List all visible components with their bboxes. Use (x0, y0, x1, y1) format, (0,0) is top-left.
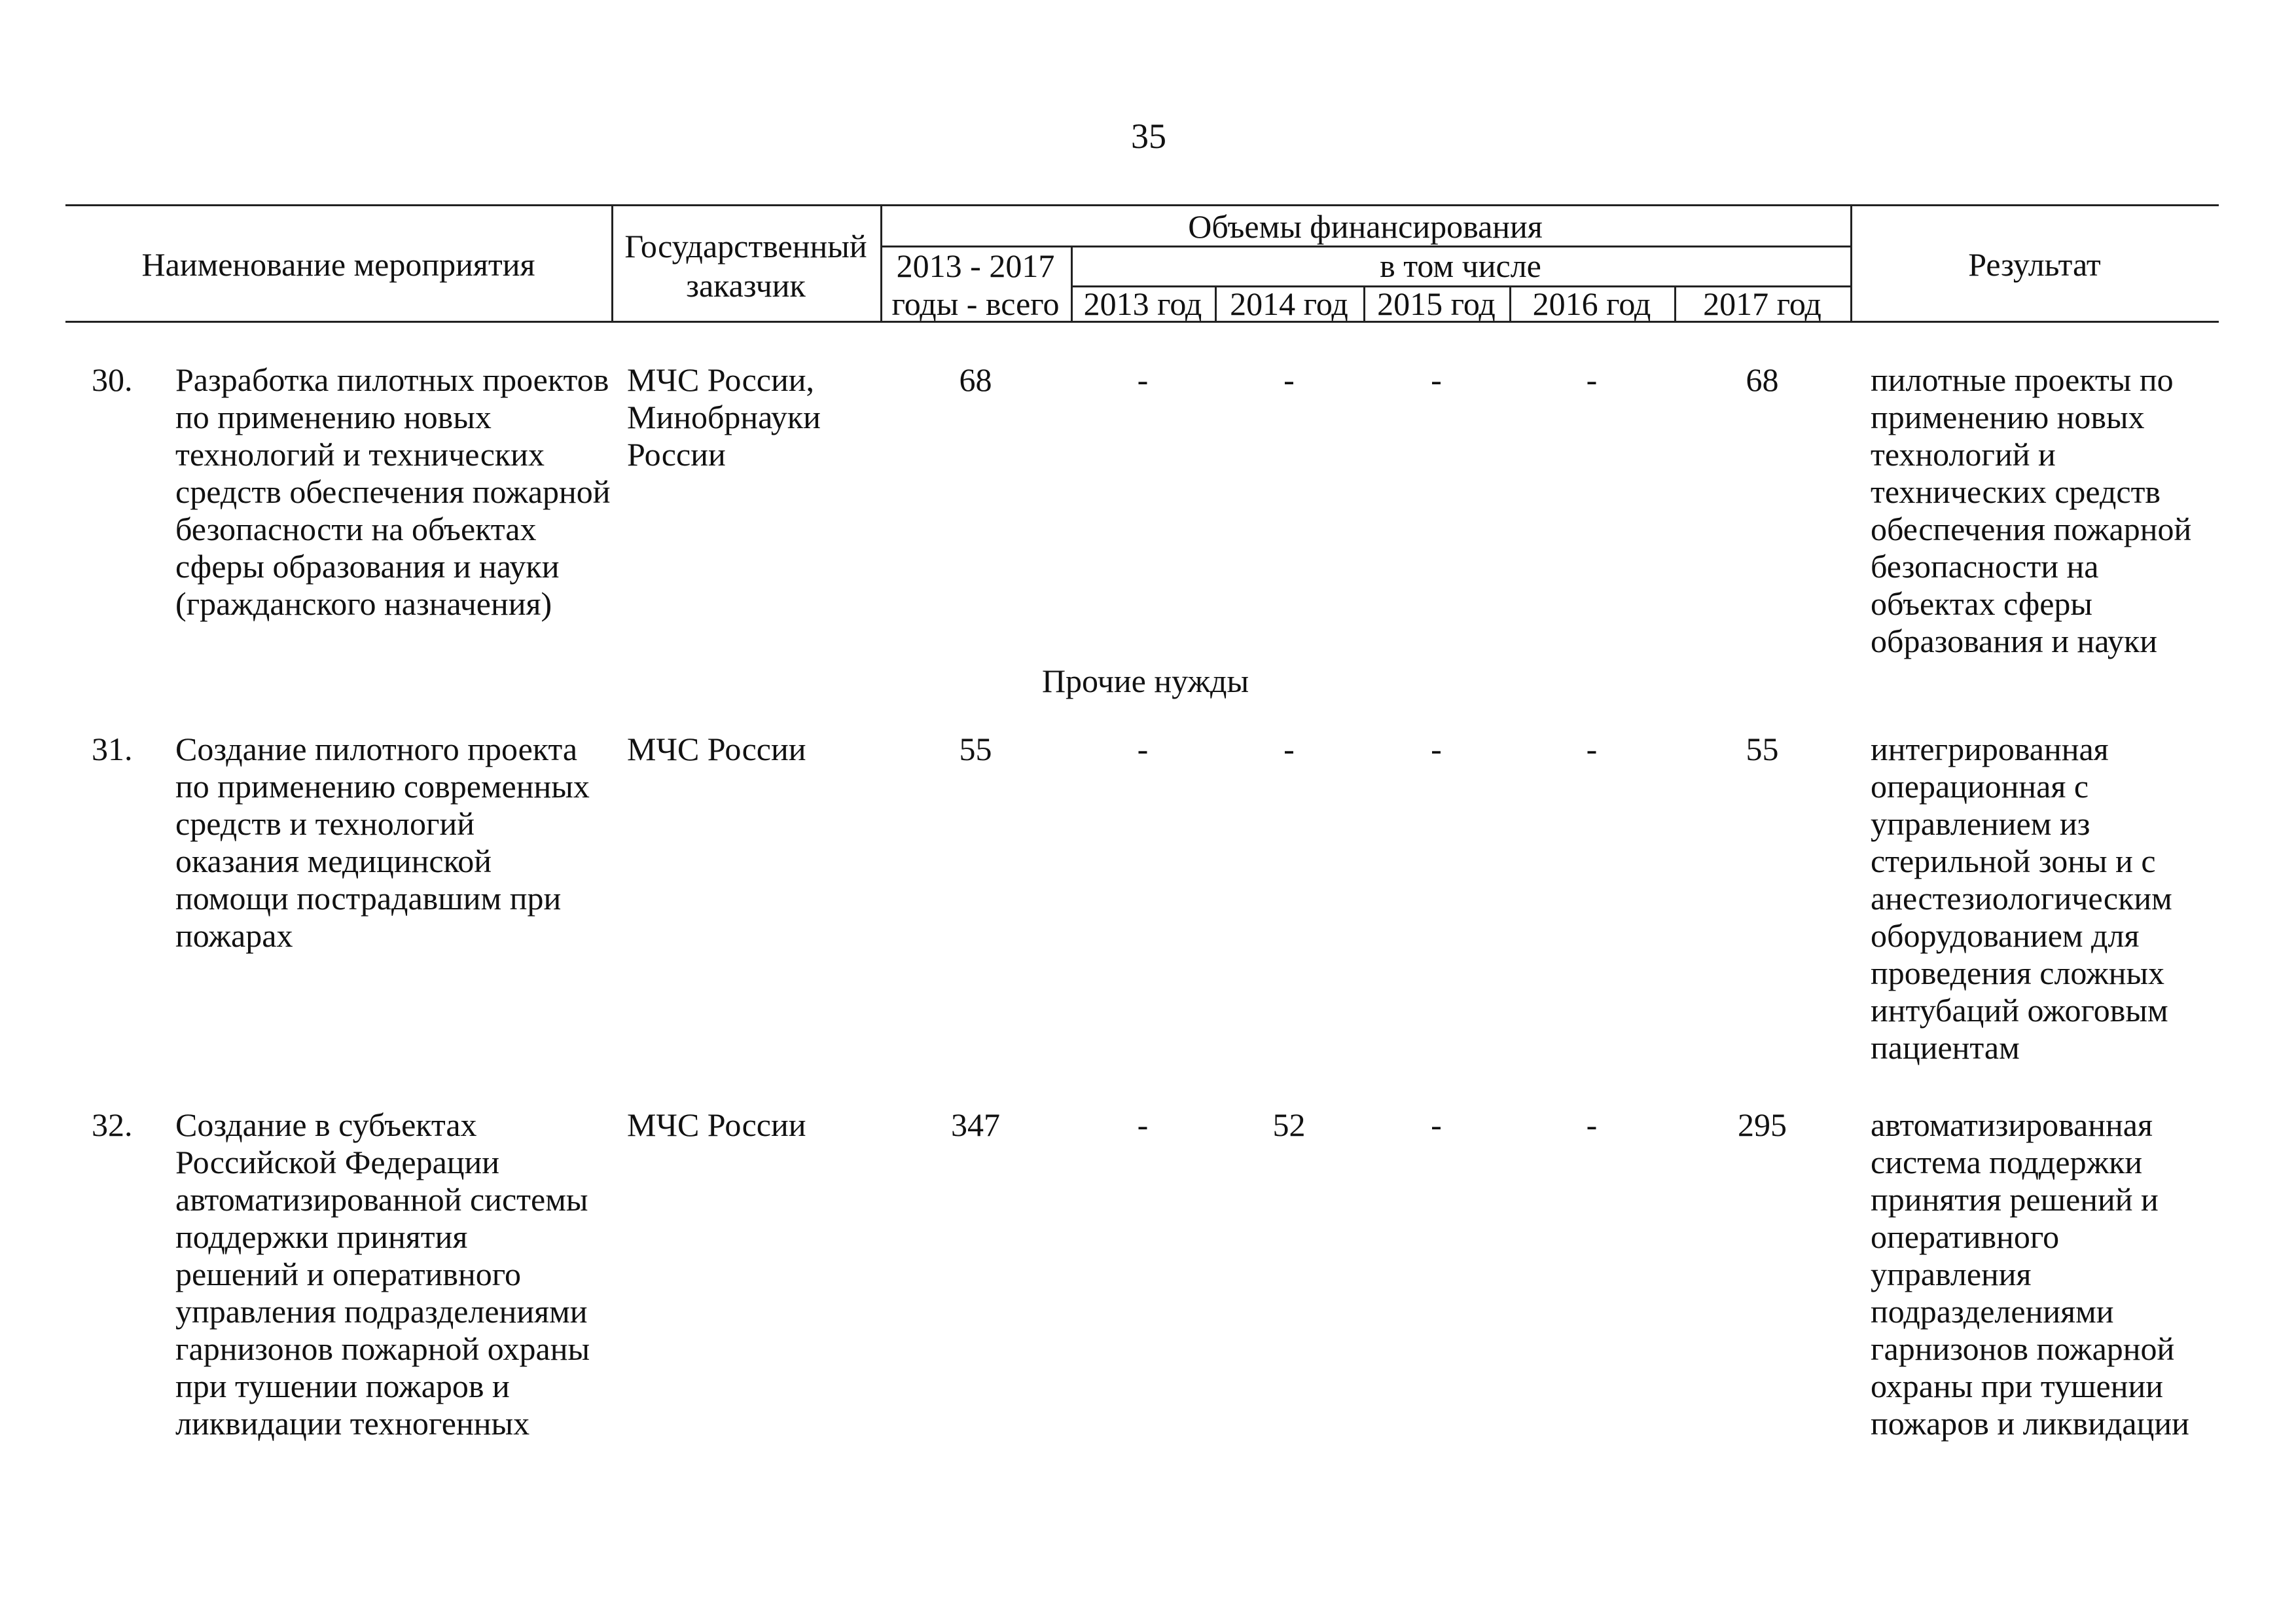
row-2013: - (1137, 361, 1149, 398)
row-total: 68 (959, 361, 992, 398)
header-year-2014: 2014 год (1230, 285, 1348, 322)
row-number: 32. (92, 1106, 133, 1143)
page-number: 35 (1131, 117, 1166, 156)
row-2015: - (1431, 1106, 1442, 1143)
row-2015: - (1431, 731, 1442, 767)
row-total: 55 (959, 731, 992, 767)
header-including: в том числе (1380, 247, 1541, 284)
row-result: автоматизированная система поддержки принятия решений и оперативного управления подразделениями гарнизонов пожарной охраны при тушении пожаров и ликвидации (1871, 1106, 2189, 1442)
row-customer: МЧС России, Минобрнауки России (627, 361, 821, 473)
row-2013: - (1137, 731, 1149, 767)
row-2013: - (1137, 1106, 1149, 1143)
header-year-2013: 2013 год (1083, 285, 1202, 322)
row-2014: - (1283, 361, 1295, 398)
row-2017: 55 (1746, 731, 1779, 767)
row-name: Создание в субъектах Российской Федерации автоматизированной системы поддержки принятия решений и оперативного управления подразделениями гарнизонов пожарной охраны при тушении пожаров и ликвидации техногенных (175, 1106, 590, 1442)
header-year-2016: 2016 год (1532, 285, 1651, 322)
row-2016: - (1586, 731, 1598, 767)
header-result: Результат (1968, 246, 2101, 283)
header-year-2017: 2017 год (1703, 285, 1821, 322)
header-name: Наименование мероприятия (141, 246, 535, 283)
row-2017: 68 (1746, 361, 1779, 398)
row-2014: - (1283, 731, 1295, 767)
row-result: пилотные проекты по применению новых технологий и технических средств обеспечения пожарной безопасности на объектах сферы образования и науки (1871, 361, 2192, 659)
header-total-bottom: годы - всего (891, 285, 1060, 322)
header-customer: Государственный заказчик (624, 228, 867, 304)
header-top-rule (65, 204, 2219, 206)
row-total: 347 (951, 1106, 1000, 1143)
header-total-top: 2013 - 2017 (896, 247, 1055, 284)
row-2017: 295 (1738, 1106, 1787, 1143)
row-2016: - (1586, 1106, 1598, 1143)
header-funding: Объемы финансирования (1188, 208, 1543, 245)
row-2014: 52 (1272, 1106, 1306, 1143)
row-name: Создание пилотного проекта по применению современных средств и технологий оказания медицинской помощи пострадавшим при пожарах (175, 731, 590, 954)
row-customer: МЧС России (627, 731, 806, 767)
row-result: интегрированная операционная с управлением из стерильной зоны и с анестезиологическим оборудованием для проведения сложных интубаций ожоговым пациентам (1871, 731, 2172, 1066)
row-customer: МЧС России (627, 1106, 806, 1143)
row-2015: - (1431, 361, 1442, 398)
row-number: 30. (92, 361, 133, 398)
row-number: 31. (92, 731, 133, 767)
row-name: Разработка пилотных проектов по применению новых технологий и технических средств обеспечения пожарной безопасности на объектах сферы образования и науки (гражданского назначения) (175, 361, 611, 622)
row-2016: - (1586, 361, 1598, 398)
section-title: Прочие нужды (1041, 663, 1249, 699)
header-year-2015: 2015 год (1377, 285, 1496, 322)
